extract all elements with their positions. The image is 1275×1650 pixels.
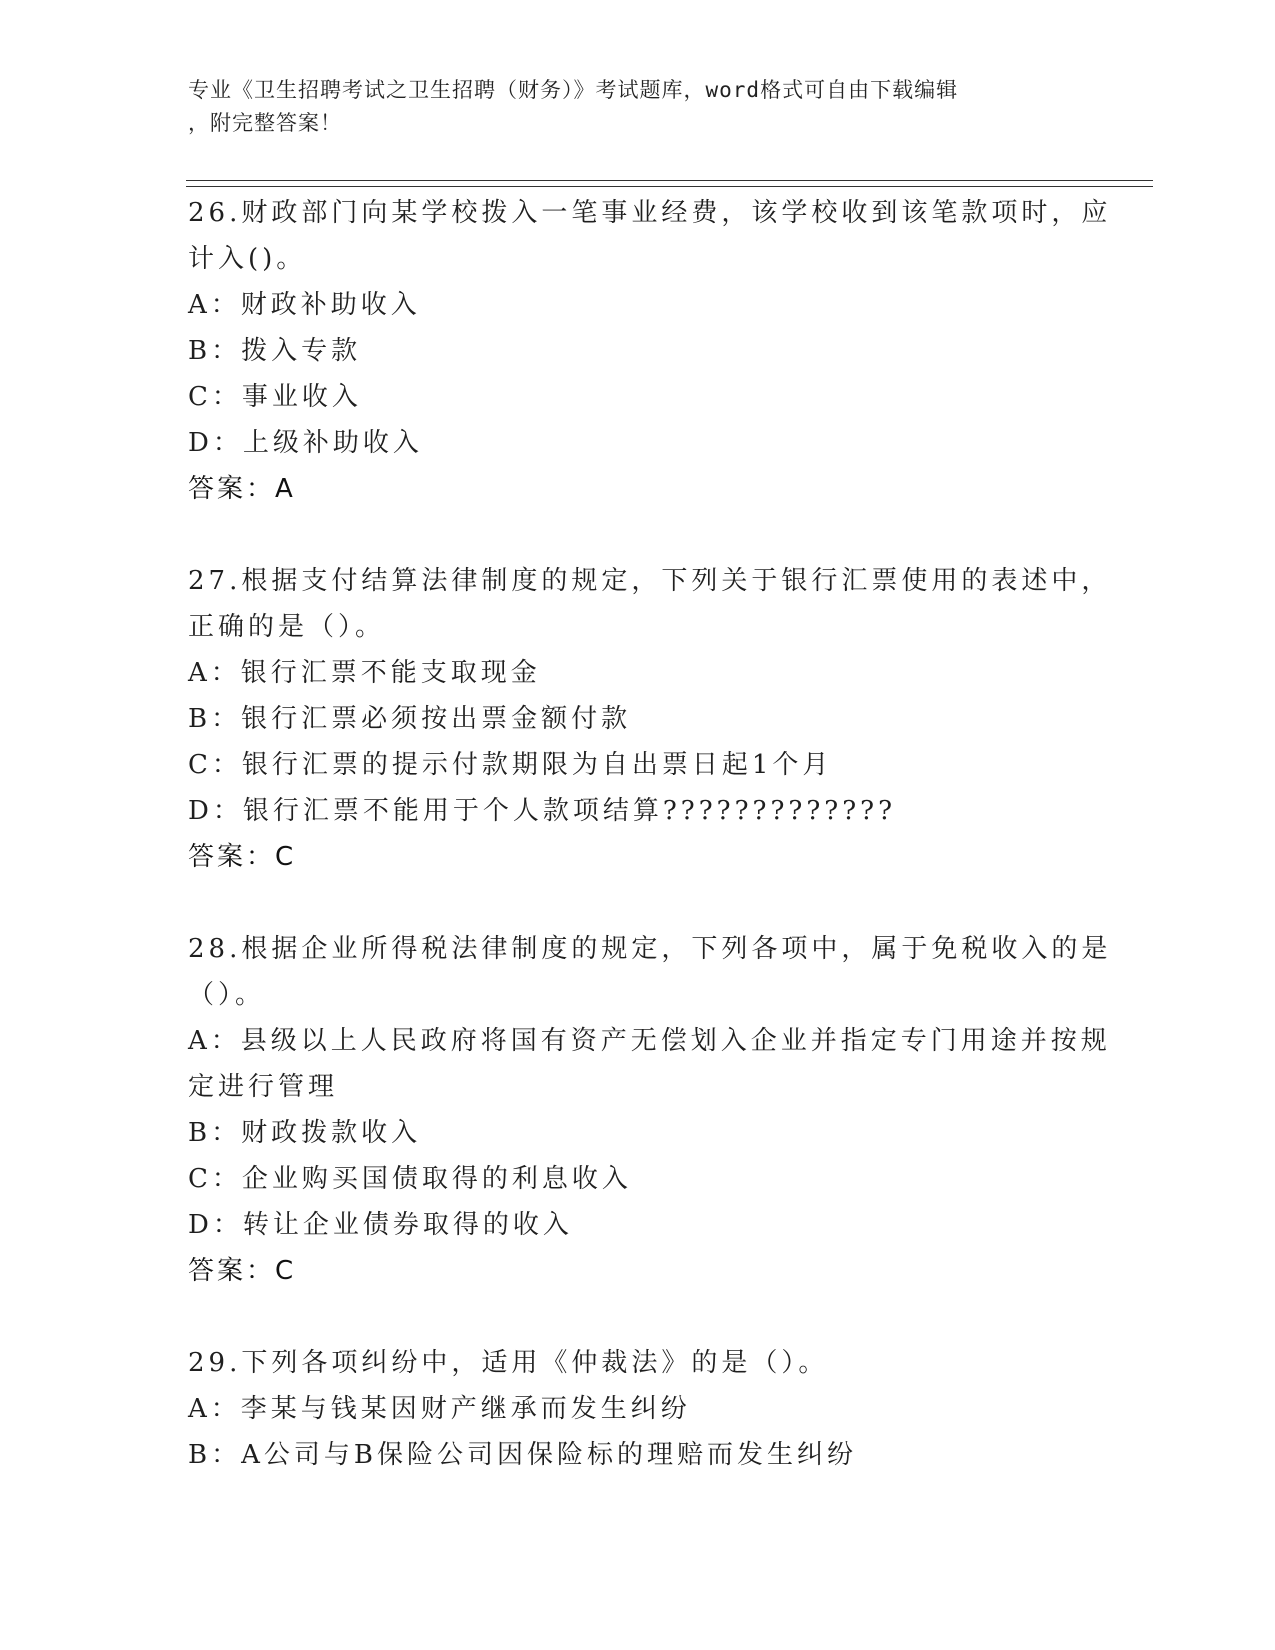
question-stem: 正确的是（）。 — [188, 612, 386, 642]
header-line-1: 专业《卫生招聘考试之卫生招聘（财务）》考试题库，word格式可自由下载编辑 — [188, 78, 959, 102]
answer: 答案：A — [188, 474, 296, 504]
option-c: C：银行汇票的提示付款期限为自出票日起1个月 — [188, 750, 833, 780]
question-stem: 27.根据支付结算法律制度的规定，下列关于银行汇票使用的表述中， — [188, 566, 1112, 596]
question-stem: 26.财政部门向某学校拨入一笔事业经费，该学校收到该笔款项时，应 — [188, 198, 1112, 228]
header-divider-bottom — [186, 186, 1153, 187]
option-a: A：李某与钱某因财产继承而发生纠纷 — [188, 1394, 691, 1424]
option-d: D：转让企业债券取得的收入 — [188, 1210, 573, 1240]
header-line-2: ，附完整答案！ — [188, 111, 342, 135]
option-c: C：企业购买国债取得的利息收入 — [188, 1164, 632, 1194]
question-29 — [188, 1340, 1088, 1478]
option-b: B：A公司与B保险公司因保险标的理赔而发生纠纷 — [188, 1440, 857, 1470]
option-a-continued: 定进行管理 — [188, 1072, 339, 1102]
option-b: B：拨入专款 — [188, 336, 362, 366]
option-b: B：财政拨款收入 — [188, 1118, 422, 1148]
document-header — [188, 74, 1068, 140]
option-b: B：银行汇票必须按出票金额付款 — [188, 704, 632, 734]
question-26 — [188, 190, 1112, 512]
option-d: D：银行汇票不能用于个人款项结算????????????? — [188, 796, 897, 826]
question-stem: 计入()。 — [188, 244, 307, 274]
header-divider-top — [186, 180, 1153, 181]
question-stem: 28.根据企业所得税法律制度的规定，下列各项中，属于免税收入的是 — [188, 934, 1112, 964]
option-c: C：事业收入 — [188, 382, 362, 412]
question-27 — [188, 558, 1112, 880]
option-d: D：上级补助收入 — [188, 428, 423, 458]
option-a: A：县级以上人民政府将国有资产无偿划入企业并指定专门用途并按规 — [188, 1026, 1111, 1056]
question-stem: 29.下列各项纠纷中，适用《仲裁法》的是（）。 — [188, 1348, 829, 1378]
answer: 答案：C — [188, 1256, 297, 1286]
answer: 答案：C — [188, 842, 297, 872]
option-a: A：银行汇票不能支取现金 — [188, 658, 541, 688]
option-a: A：财政补助收入 — [188, 290, 421, 320]
question-stem: （）。 — [188, 980, 266, 1010]
question-list — [188, 190, 1112, 1524]
question-28 — [188, 926, 1112, 1294]
